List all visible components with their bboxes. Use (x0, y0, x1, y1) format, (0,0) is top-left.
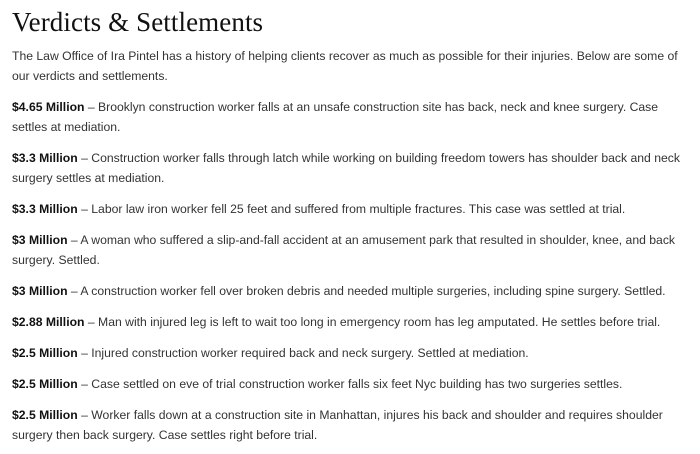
verdict-description: A construction worker fell over broken debris and needed multiple surgeries, including spine surgery. Settled. (80, 284, 666, 298)
verdict-description: Construction worker falls through latch while working on building freedom towers has shoulder back and neck surgery settles at mediation. (12, 151, 680, 185)
verdict-amount: $3 Million (12, 233, 68, 247)
verdict-list (12, 97, 690, 445)
verdict-amount: $2.5 Million (12, 346, 78, 360)
separator: – (77, 377, 92, 391)
verdict-description: Worker falls down at a construction site in Manhattan, injures his back and shoulder and requires shoulder surgery then back surgery. Case settles right before trial. (12, 408, 663, 442)
verdict-item (12, 343, 690, 363)
separator: – (77, 346, 92, 360)
verdict-item (12, 199, 690, 219)
verdict-item (12, 405, 690, 445)
verdict-description: Injured construction worker required back and neck surgery. Settled at mediation. (91, 346, 529, 360)
separator: – (67, 233, 81, 247)
separator: – (77, 202, 92, 216)
page-title: Verdicts & Settlements (12, 7, 264, 37)
verdict-description: Brooklyn construction worker falls at an unsafe construction site has back, neck and knee surgery. Case settles at mediation. (12, 100, 659, 134)
verdict-amount: $2.88 Million (12, 315, 85, 329)
intro-paragraph: The Law Office of Ira Pintel has a history of helping clients recover as much as possible for their injuries. Below are some of our verdicts and settlements. (12, 49, 678, 83)
verdict-amount: $4.65 Million (12, 100, 85, 114)
verdict-description: Labor law iron worker fell 25 feet and suffered from multiple fractures. This case was settled at trial. (91, 202, 626, 216)
verdict-amount: $3.3 Million (12, 151, 78, 165)
verdict-item (12, 97, 690, 137)
verdict-amount: $2.5 Million (12, 377, 78, 391)
verdict-item (12, 312, 690, 332)
verdict-amount: $3 Million (12, 284, 68, 298)
verdict-description: Man with injured leg is left to wait too long in emergency room has leg amputated. He settles before trial. (98, 315, 661, 329)
separator: – (77, 408, 92, 422)
verdict-description: Case settled on eve of trial construction worker falls six feet Nyc building has two surgeries settles. (91, 377, 623, 391)
verdict-item (12, 281, 690, 301)
verdict-description: A woman who suffered a slip-and-fall accident at an amusement park that resulted in shoulder, knee, and back surgery. Settled. (12, 233, 676, 267)
separator: – (77, 151, 92, 165)
verdicts-page (12, 0, 690, 445)
separator: – (67, 284, 81, 298)
verdict-item (12, 374, 690, 394)
verdict-item (12, 230, 690, 270)
verdict-amount: $2.5 Million (12, 408, 78, 422)
verdict-amount: $3.3 Million (12, 202, 78, 216)
separator: – (84, 100, 99, 114)
separator: – (84, 315, 99, 329)
verdict-item (12, 148, 690, 188)
